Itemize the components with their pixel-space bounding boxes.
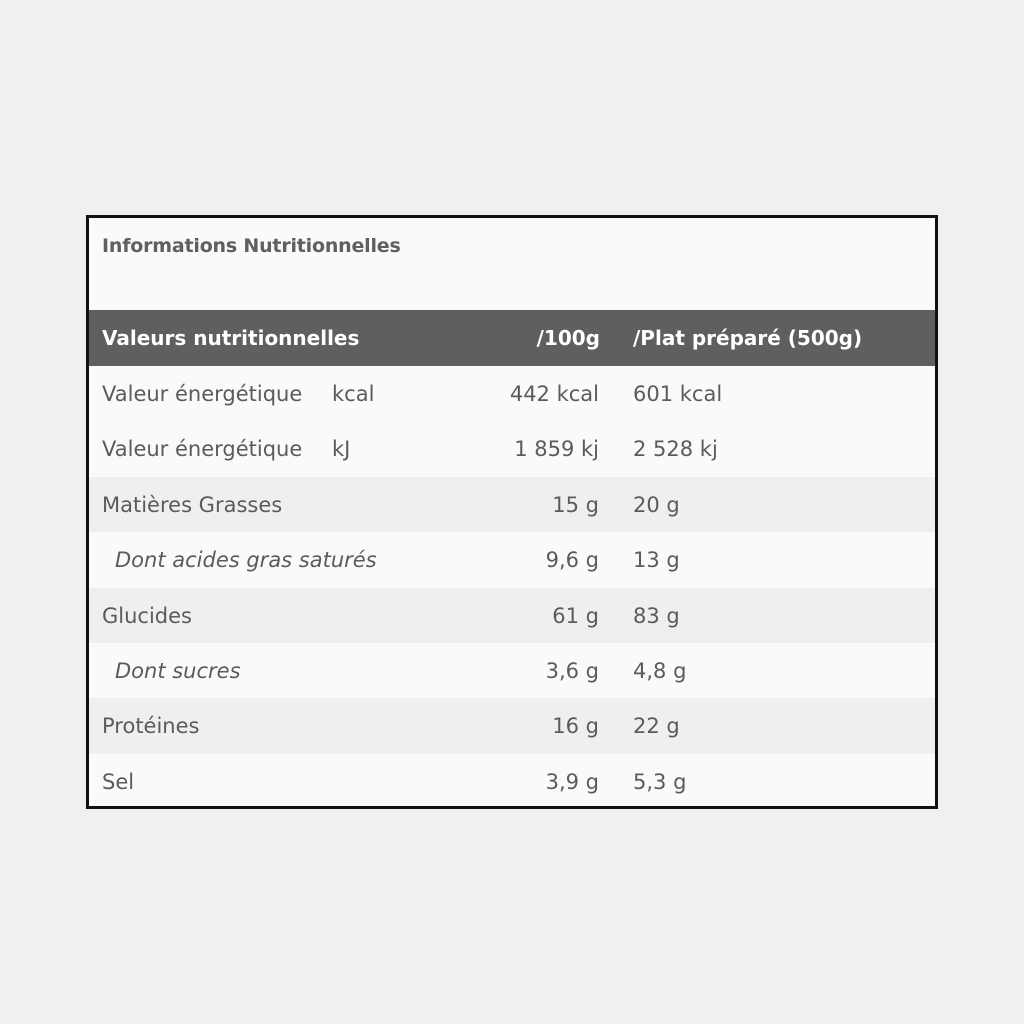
row-label: Glucides bbox=[102, 603, 192, 628]
row-label: Valeur énergétique bbox=[102, 382, 303, 406]
table-row bbox=[89, 643, 935, 698]
row-per-100g: 61 g bbox=[552, 603, 599, 628]
row-per-plat: 5,3 g bbox=[633, 769, 687, 794]
row-per-plat: 20 g bbox=[633, 492, 680, 517]
panel-title: Informations Nutritionnelles bbox=[102, 235, 401, 257]
row-per-plat: 22 g bbox=[633, 714, 680, 739]
table-header bbox=[89, 310, 935, 366]
row-per-100g: 3,9 g bbox=[545, 769, 599, 794]
row-per-plat: 2 528 kj bbox=[633, 437, 718, 462]
row-per-100g: 1 859 kj bbox=[514, 437, 599, 462]
row-per-100g: 16 g bbox=[552, 714, 599, 739]
row-per-100g: 3,6 g bbox=[545, 658, 599, 683]
row-per-plat: 13 g bbox=[633, 548, 680, 573]
nutrition-panel bbox=[86, 215, 938, 809]
row-per-plat: 4,8 g bbox=[633, 658, 687, 683]
row-label: Sel bbox=[102, 769, 135, 794]
header-label: Valeurs nutritionnelles bbox=[102, 326, 360, 350]
table-row bbox=[89, 532, 935, 587]
row-per-100g: 9,6 g bbox=[545, 548, 599, 573]
header-per-100g: /100g bbox=[536, 326, 600, 350]
table-row bbox=[89, 366, 935, 421]
row-label: Protéines bbox=[102, 714, 200, 739]
row-label: Valeur énergétique bbox=[102, 437, 303, 462]
table-row bbox=[89, 421, 935, 476]
table-row bbox=[89, 754, 935, 809]
row-label: Dont sucres bbox=[115, 658, 241, 683]
table-row bbox=[89, 698, 935, 753]
row-label: Matières Grasses bbox=[102, 492, 283, 517]
table-row bbox=[89, 588, 935, 643]
header-per-plat: /Plat préparé (500g) bbox=[633, 326, 863, 350]
row-per-plat: 601 kcal bbox=[633, 382, 723, 406]
row-unit: kJ bbox=[332, 437, 351, 462]
row-per-plat: 83 g bbox=[633, 603, 680, 628]
row-label: Dont acides gras saturés bbox=[115, 548, 377, 573]
table-body bbox=[89, 366, 935, 809]
row-per-100g: 15 g bbox=[552, 492, 599, 517]
row-per-100g: 442 kcal bbox=[509, 382, 599, 406]
table-row bbox=[89, 477, 935, 532]
row-unit: kcal bbox=[332, 382, 375, 406]
